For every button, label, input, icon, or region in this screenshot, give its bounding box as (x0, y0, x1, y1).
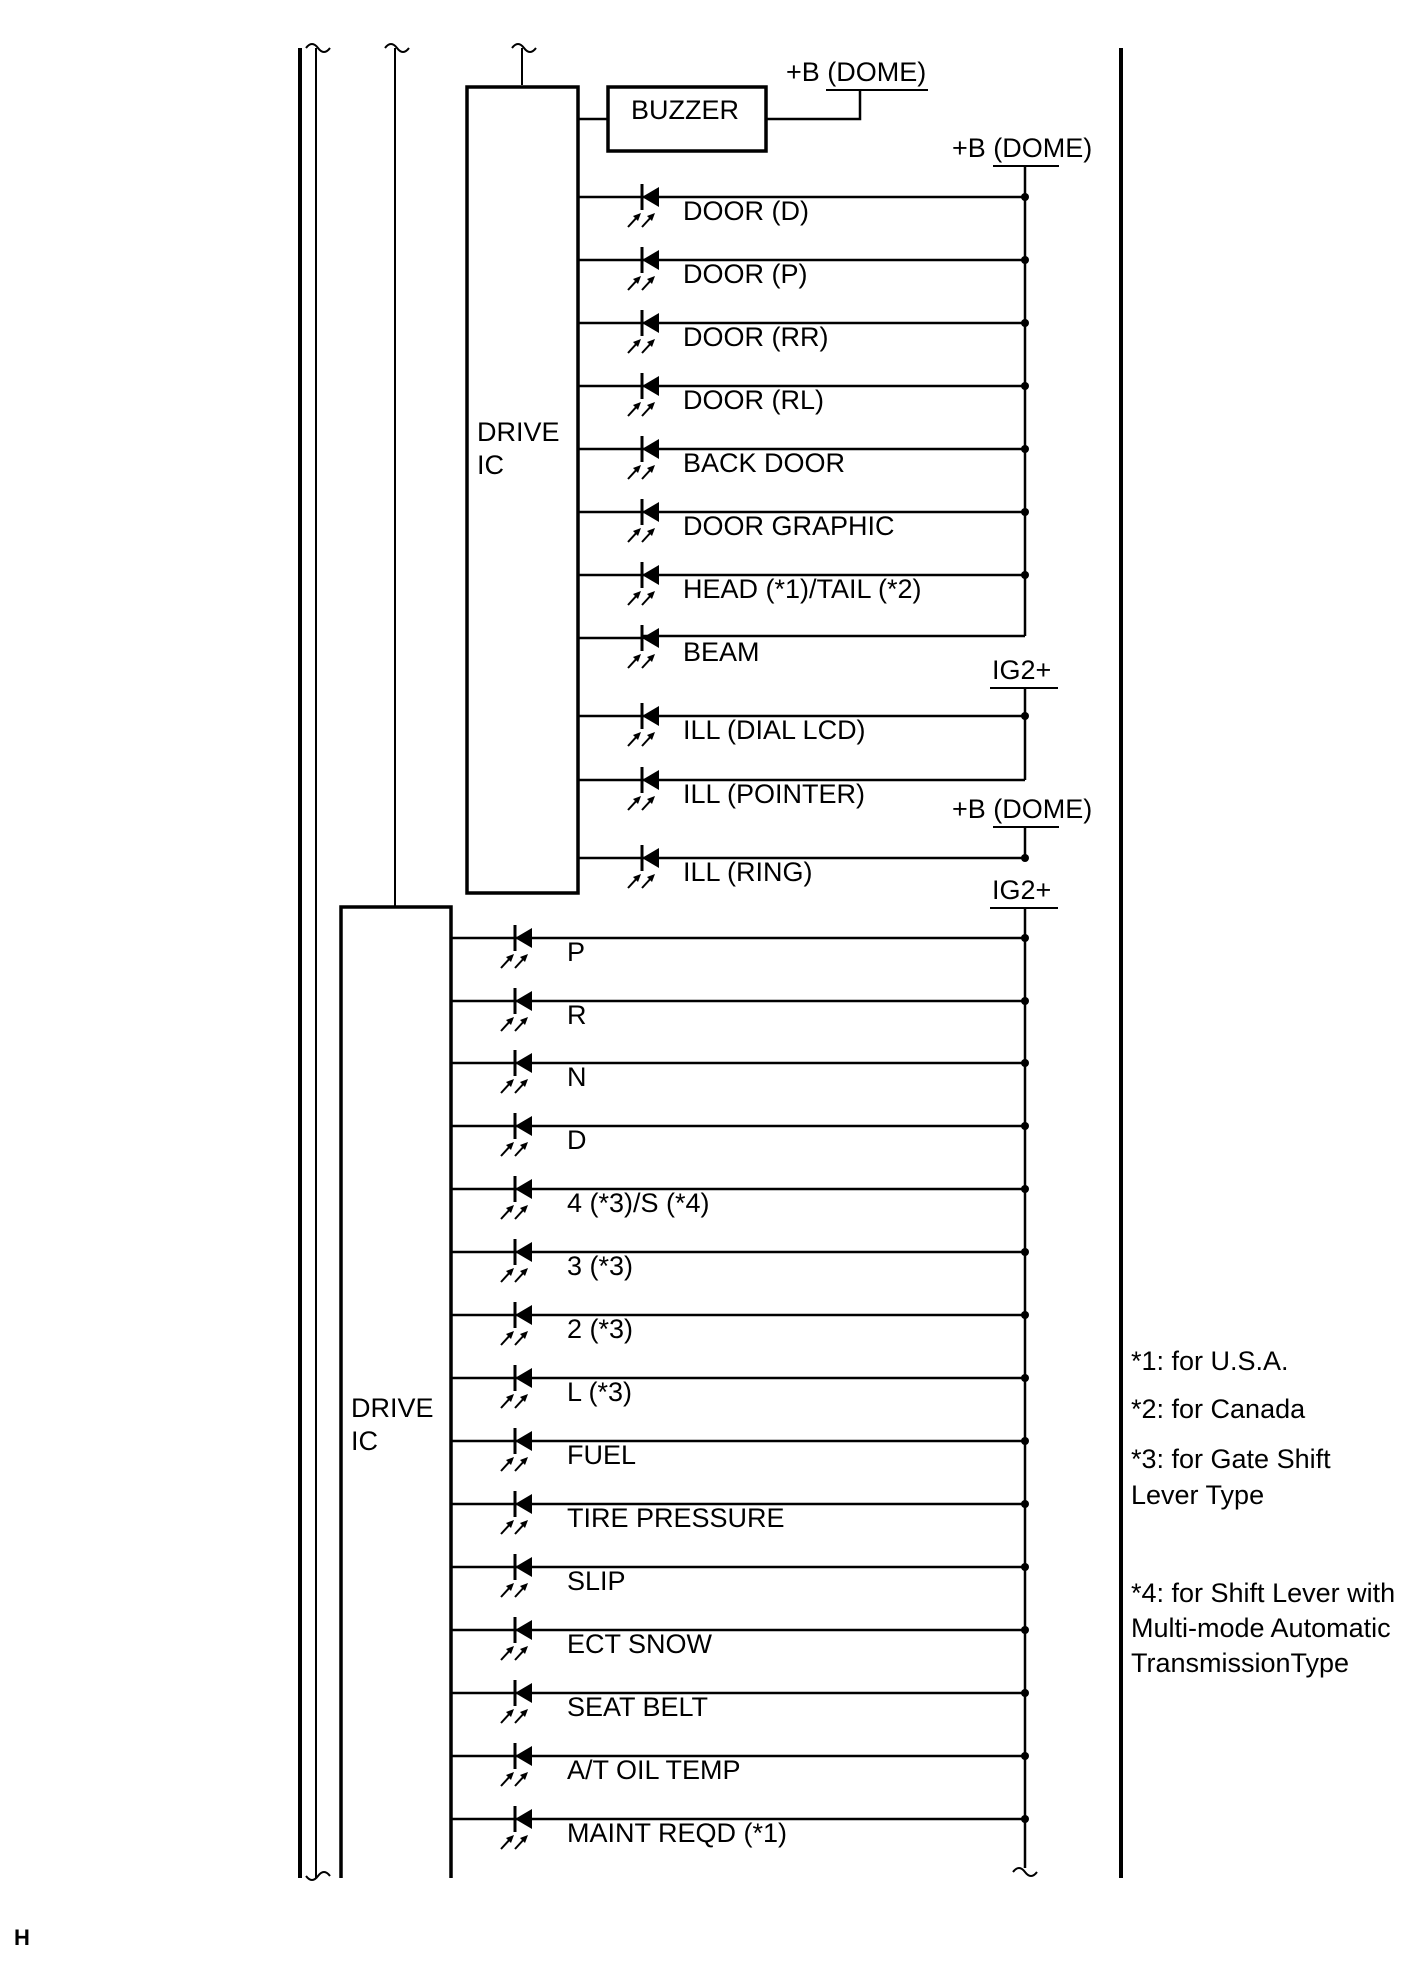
footnote-4-line3: TransmissionType (1131, 1648, 1350, 1678)
lower-indicator-label: N (567, 1062, 587, 1092)
upper-indicator-label: DOOR (D) (683, 196, 809, 226)
light-emission-icon (628, 796, 655, 810)
upper-indicator-label: ILL (RING) (683, 857, 813, 887)
junction-dot (1021, 1752, 1029, 1760)
upper-indicator-label: BEAM (683, 637, 760, 667)
upper-indicator-row (578, 247, 1029, 290)
led-diode-icon (515, 1620, 532, 1640)
lower-indicator-row (451, 1428, 1029, 1471)
footnote-3-line1: *3: for Gate Shift (1131, 1444, 1331, 1474)
junction-dot (1021, 319, 1029, 327)
led-diode-icon (515, 1053, 532, 1073)
light-emission-icon (501, 1017, 528, 1031)
upper-indicator-row (578, 310, 1029, 353)
junction-dot (1021, 854, 1029, 862)
lower-indicator-label: 2 (*3) (567, 1314, 634, 1344)
ig-lower-supply-label: IG2+ (992, 875, 1052, 905)
junction-dot (1021, 1059, 1029, 1067)
lower-indicator-label: ECT SNOW (567, 1629, 713, 1659)
light-emission-icon (628, 402, 655, 416)
junction-dot (1021, 1815, 1029, 1823)
junction-dot (1021, 1185, 1029, 1193)
footnotes (1131, 1346, 1395, 1678)
upper-indicator-row (578, 845, 1029, 888)
lower-indicator-row (451, 1239, 1029, 1282)
buzzer (578, 57, 928, 151)
lower-indicator-row (451, 1554, 1029, 1597)
upper-indicator-label: BACK DOOR (683, 448, 846, 478)
junction-dot (1021, 1437, 1029, 1445)
led-diode-icon (642, 848, 659, 868)
upper-indicator-label: ILL (POINTER) (683, 779, 866, 809)
upper-group-supply-label: +B (DOME) (952, 133, 1093, 163)
light-emission-icon (501, 1772, 528, 1786)
light-emission-icon (501, 1457, 528, 1471)
light-emission-icon (501, 1079, 528, 1093)
upper-indicator-row (578, 436, 1029, 479)
upper-indicator-row (578, 562, 1029, 605)
lower-indicator-row (451, 1806, 1029, 1849)
light-emission-icon (501, 1583, 528, 1597)
junction-dot (1021, 1563, 1029, 1571)
light-emission-icon (628, 339, 655, 353)
upper-indicator-row (578, 625, 760, 668)
lower-indicator-label: P (567, 937, 586, 967)
lower-indicator-label: L (*3) (567, 1377, 633, 1407)
led-diode-icon (515, 1368, 532, 1388)
led-diode-icon (515, 1494, 532, 1514)
upper-indicator-row (578, 703, 1029, 746)
footnote-2: *2: for Canada (1131, 1394, 1306, 1424)
supply-rails (1013, 166, 1037, 1876)
light-emission-icon (628, 276, 655, 290)
lower-indicator-label: R (567, 1000, 587, 1030)
drive-ic-upper-line2: IC (477, 450, 504, 480)
light-emission-icon (628, 874, 655, 888)
footnote-1: *1: for U.S.A. (1131, 1346, 1289, 1376)
led-diode-icon (515, 928, 532, 948)
lower-indicator-row (451, 1617, 1029, 1660)
junction-dot (1021, 508, 1029, 516)
junction-dot (1021, 1626, 1029, 1634)
led-diode-icon (642, 439, 659, 459)
lower-indicator-row (451, 1743, 1029, 1786)
light-emission-icon (501, 954, 528, 968)
led-diode-icon (642, 565, 659, 585)
junction-dot (1021, 1311, 1029, 1319)
led-diode-icon (642, 706, 659, 726)
footnote-4-line1: *4: for Shift Lever with (1131, 1578, 1396, 1608)
junction-dot (1021, 1689, 1029, 1697)
drive-ic-lower-line2: IC (351, 1426, 378, 1456)
junction-dot (1021, 571, 1029, 579)
led-diode-icon (642, 502, 659, 522)
upper-indicator-label: ILL (DIAL LCD) (683, 715, 866, 745)
ig-upper-supply-label: IG2+ (992, 655, 1052, 685)
light-emission-icon (501, 1331, 528, 1345)
footnote-4-line2: Multi-mode Automatic (1131, 1613, 1391, 1643)
led-diode-icon (515, 991, 532, 1011)
led-diode-icon (642, 250, 659, 270)
supply-labels (952, 133, 1092, 908)
led-diode-icon (515, 1746, 532, 1766)
light-emission-icon (501, 1142, 528, 1156)
lower-indicator-row (451, 1113, 1029, 1156)
led-diode-icon (515, 1179, 532, 1199)
lower-indicator-row (451, 925, 1029, 968)
left-bus-lines (300, 44, 536, 1880)
led-diode-icon (642, 628, 659, 648)
corner-mark: H (14, 1925, 30, 1950)
lower-indicator-row (451, 988, 1029, 1031)
light-emission-icon (501, 1646, 528, 1660)
led-diode-icon (515, 1431, 532, 1451)
light-emission-icon (501, 1520, 528, 1534)
led-diode-icon (515, 1116, 532, 1136)
lower-indicator-label: D (567, 1125, 587, 1155)
upper-indicator-label: DOOR (RL) (683, 385, 824, 415)
led-diode-icon (515, 1809, 532, 1829)
led-diode-icon (515, 1557, 532, 1577)
lower-indicator-row (451, 1491, 1029, 1534)
led-diode-icon (515, 1242, 532, 1262)
light-emission-icon (501, 1709, 528, 1723)
led-diode-icon (515, 1683, 532, 1703)
junction-dot (1021, 382, 1029, 390)
light-emission-icon (628, 654, 655, 668)
lower-indicator-label: 3 (*3) (567, 1251, 634, 1281)
lower-indicator-row (451, 1176, 1029, 1219)
upper-indicator-label: DOOR (RR) (683, 322, 829, 352)
upper-indicator-rows (578, 184, 1029, 888)
junction-dot (1021, 1374, 1029, 1382)
junction-dot (1021, 193, 1029, 201)
light-emission-icon (501, 1205, 528, 1219)
junction-dot (1021, 997, 1029, 1005)
lower-indicator-label: SEAT BELT (567, 1692, 709, 1722)
lower-indicator-row (451, 1680, 1029, 1723)
light-emission-icon (628, 528, 655, 542)
lower-indicator-label: FUEL (567, 1440, 637, 1470)
drive-ic-upper-line1: DRIVE (477, 417, 560, 447)
upper-indicator-row (578, 373, 1029, 416)
upper-indicator-label: HEAD (*1)/TAIL (*2) (683, 574, 922, 604)
lower-indicator-row (451, 1050, 1029, 1093)
light-emission-icon (628, 732, 655, 746)
buzzer-label: BUZZER (631, 95, 739, 125)
lower-indicator-label: A/T OIL TEMP (567, 1755, 741, 1785)
led-diode-icon (642, 313, 659, 333)
junction-dot (1021, 256, 1029, 264)
upper-indicator-label: DOOR (P) (683, 259, 808, 289)
lower-indicator-label: 4 (*3)/S (*4) (567, 1188, 710, 1218)
drive-ic-lower-line1: DRIVE (351, 1393, 434, 1423)
led-diode-icon (642, 376, 659, 396)
drive-ic-lower (341, 907, 451, 1878)
lower-indicator-row (451, 1365, 1029, 1408)
light-emission-icon (628, 213, 655, 227)
buzzer-supply-label: +B (DOME) (786, 57, 927, 87)
lower-indicator-label: MAINT REQD (*1) (567, 1818, 788, 1848)
led-diode-icon (642, 187, 659, 207)
junction-dot (1021, 934, 1029, 942)
lower-indicator-row (451, 1302, 1029, 1345)
light-emission-icon (628, 591, 655, 605)
junction-dot (1021, 1248, 1029, 1256)
upper-indicator-row (578, 184, 1029, 227)
ring-supply-label: +B (DOME) (952, 794, 1093, 824)
junction-dot (1021, 1122, 1029, 1130)
junction-dot (1021, 1500, 1029, 1508)
light-emission-icon (628, 465, 655, 479)
footnote-3-line2: Lever Type (1131, 1480, 1265, 1510)
junction-dot (1021, 712, 1029, 720)
lower-indicator-label: SLIP (567, 1566, 626, 1596)
upper-indicator-label: DOOR GRAPHIC (683, 511, 895, 541)
drive-ic-upper (467, 87, 578, 893)
lower-indicator-rows (451, 925, 1029, 1849)
upper-indicator-row (578, 499, 1029, 542)
upper-indicator-row (578, 767, 865, 810)
led-diode-icon (515, 1305, 532, 1325)
light-emission-icon (501, 1268, 528, 1282)
junction-dot (1021, 445, 1029, 453)
light-emission-icon (501, 1835, 528, 1849)
light-emission-icon (501, 1394, 528, 1408)
lower-indicator-label: TIRE PRESSURE (567, 1503, 785, 1533)
